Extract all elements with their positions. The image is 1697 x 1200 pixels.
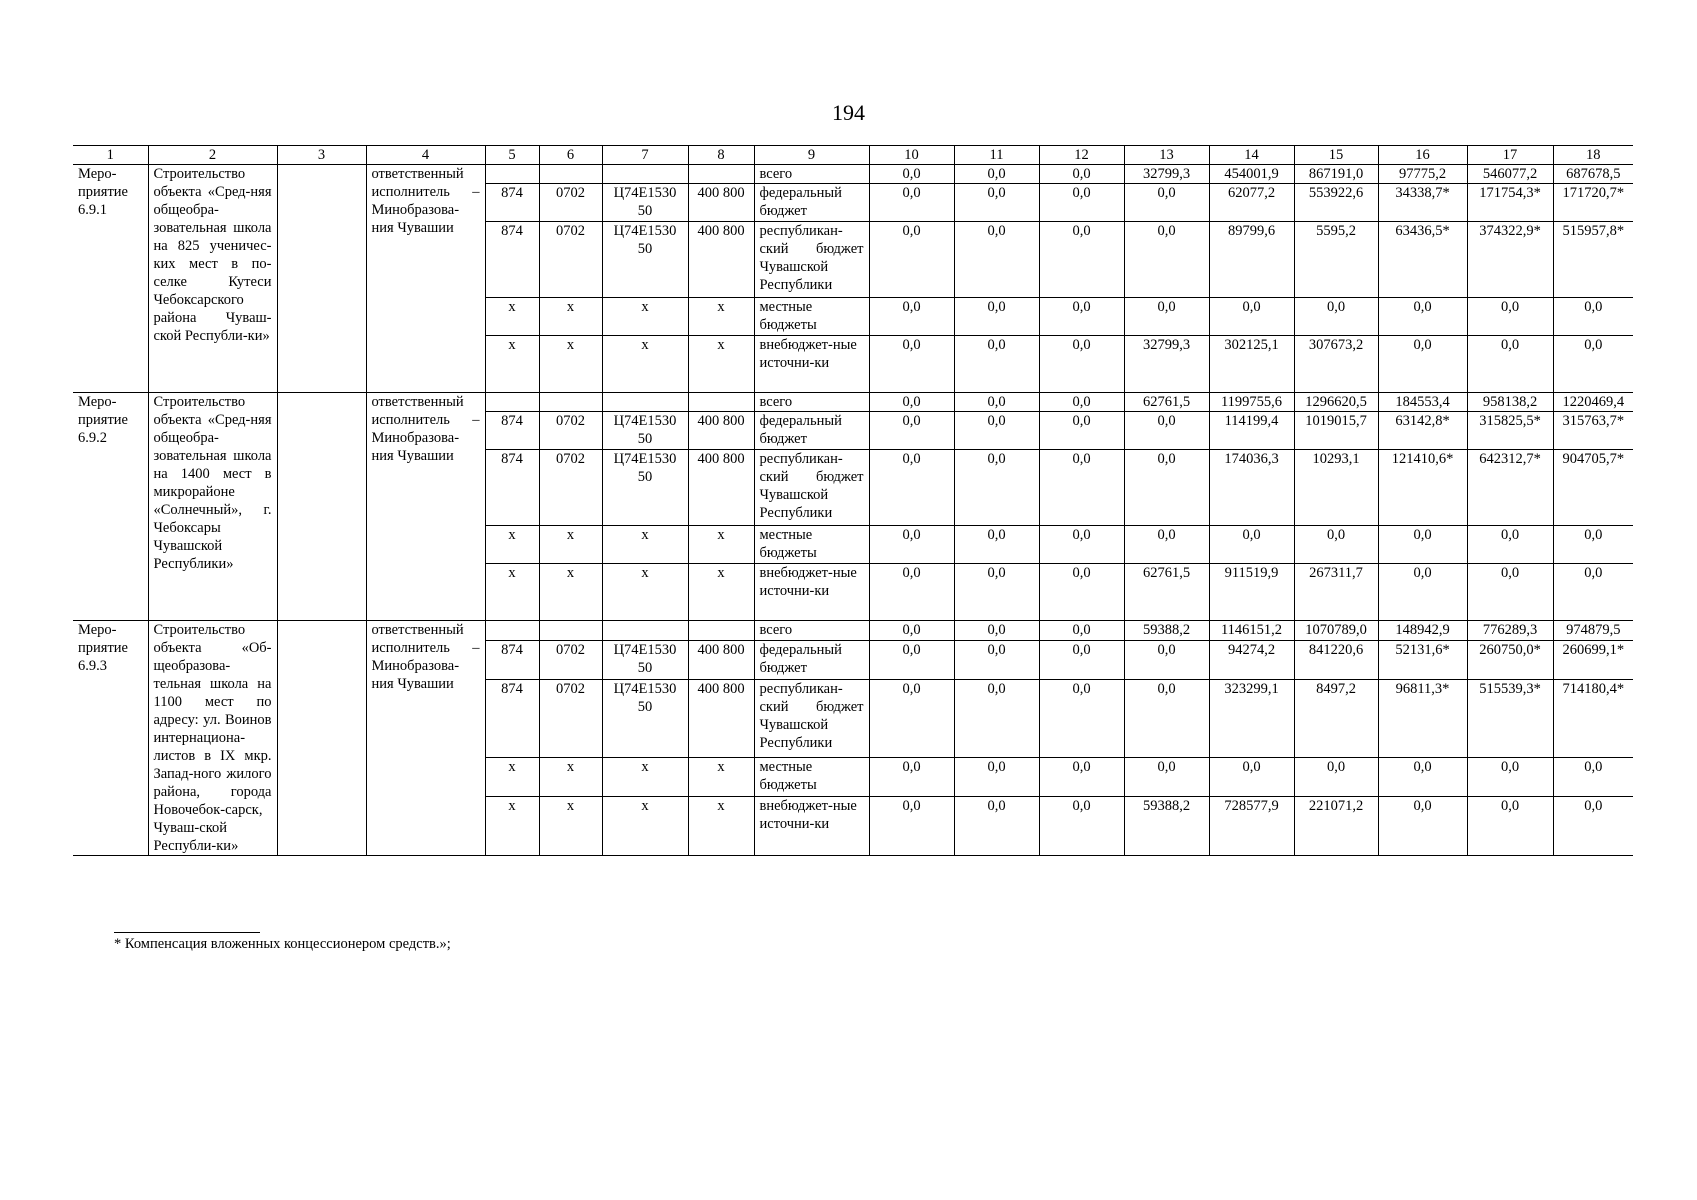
target-article: Ц74Е1530 50 [602,184,688,222]
object-name: Строительство объекта «Об-щеобразова-тельная школа на 1100 мест по адресу: ул. Воинов интернациона-листов в IX мкр. Запад-ного жилого района, города Новочебок-сарск, Чуваш-ской Республи-ки» [148,621,277,856]
target-article: Ц74Е1530 50 [602,679,688,757]
value-cell: 776289,3 [1467,621,1553,641]
expense-type: 400 800 [688,679,754,757]
funding-source: республикан-ский бюджет Чувашской Республики [754,450,869,526]
ministry-code [485,165,539,184]
value-cell: 260750,0* [1467,640,1553,679]
value-cell: 1199755,6 [1209,393,1294,412]
value-cell: 171720,7* [1553,184,1633,222]
value-cell: 515539,3* [1467,679,1553,757]
value-cell: 728577,9 [1209,797,1294,856]
section-code: x [539,564,602,621]
expense-type: 400 800 [688,450,754,526]
target-article [602,621,688,641]
event-number: Меро-приятие 6.9.1 [73,165,148,393]
header-cell: 5 [485,146,539,165]
value-cell: 0,0 [1378,758,1467,797]
value-cell: 0,0 [869,797,954,856]
value-cell: 0,0 [1124,184,1209,222]
table-row [73,393,1633,412]
funding-source: всего [754,621,869,641]
section-code [539,621,602,641]
header-cell: 4 [366,146,485,165]
value-cell: 0,0 [954,222,1039,298]
column-3-cell [277,393,366,621]
value-cell: 904705,7* [1553,450,1633,526]
value-cell: 0,0 [954,336,1039,393]
ministry-code: 874 [485,640,539,679]
value-cell: 714180,4* [1553,679,1633,757]
value-cell: 1070789,0 [1294,621,1378,641]
value-cell: 0,0 [1124,450,1209,526]
value-cell: 0,0 [1467,336,1553,393]
value-cell: 63142,8* [1378,412,1467,450]
ministry-code: x [485,564,539,621]
header-cell: 7 [602,146,688,165]
ministry-code [485,621,539,641]
header-cell: 1 [73,146,148,165]
value-cell: 374322,9* [1467,222,1553,298]
header-cell: 15 [1294,146,1378,165]
value-cell: 0,0 [1378,298,1467,336]
value-cell: 0,0 [1553,526,1633,564]
value-cell: 0,0 [869,222,954,298]
value-cell: 687678,5 [1553,165,1633,184]
value-cell: 0,0 [1124,526,1209,564]
value-cell: 0,0 [954,621,1039,641]
column-3-cell [277,165,366,393]
value-cell: 0,0 [1039,184,1124,222]
section-code: 0702 [539,640,602,679]
value-cell: 0,0 [869,450,954,526]
target-article: x [602,336,688,393]
section-code: x [539,758,602,797]
value-cell: 0,0 [1553,336,1633,393]
value-cell: 0,0 [1209,526,1294,564]
header-cell: 18 [1553,146,1633,165]
value-cell: 553922,6 [1294,184,1378,222]
value-cell: 0,0 [1124,640,1209,679]
value-cell: 0,0 [869,526,954,564]
header-cell: 13 [1124,146,1209,165]
value-cell: 0,0 [869,165,954,184]
value-cell: 8497,2 [1294,679,1378,757]
funding-source: внебюджет-ные источни-ки [754,336,869,393]
footnote-rule [114,932,260,933]
section-code: x [539,526,602,564]
value-cell: 0,0 [869,679,954,757]
value-cell: 0,0 [1039,298,1124,336]
header-cell: 8 [688,146,754,165]
section-code: 0702 [539,679,602,757]
value-cell: 0,0 [1378,797,1467,856]
value-cell: 0,0 [1039,412,1124,450]
target-article: Ц74Е1530 50 [602,222,688,298]
expense-type: x [688,797,754,856]
header-cell: 3 [277,146,366,165]
value-cell: 94274,2 [1209,640,1294,679]
value-cell: 958138,2 [1467,393,1553,412]
value-cell: 0,0 [1039,640,1124,679]
value-cell: 0,0 [869,393,954,412]
budget-table [73,145,1633,856]
value-cell: 0,0 [869,758,954,797]
value-cell: 974879,5 [1553,621,1633,641]
funding-source: федеральный бюджет [754,640,869,679]
value-cell: 0,0 [1039,758,1124,797]
value-cell: 0,0 [954,393,1039,412]
target-article: x [602,797,688,856]
value-cell: 0,0 [1294,758,1378,797]
value-cell: 0,0 [954,640,1039,679]
value-cell: 0,0 [1553,797,1633,856]
ministry-code: 874 [485,184,539,222]
value-cell: 315825,5* [1467,412,1553,450]
target-article: x [602,298,688,336]
value-cell: 0,0 [954,450,1039,526]
value-cell: 323299,1 [1209,679,1294,757]
value-cell: 34338,7* [1378,184,1467,222]
funding-source: местные бюджеты [754,298,869,336]
expense-type: 400 800 [688,222,754,298]
value-cell: 0,0 [1467,526,1553,564]
ministry-code: x [485,797,539,856]
value-cell: 59388,2 [1124,621,1209,641]
expense-type: x [688,336,754,393]
ministry-code: x [485,758,539,797]
object-name: Строительство объекта «Сред-няя общеобра-зовательная школа на 1400 мест в микрорайоне «Солнечный», г. Чебоксары Чувашской Республики» [148,393,277,621]
value-cell: 0,0 [1294,526,1378,564]
section-code: x [539,298,602,336]
value-cell: 867191,0 [1294,165,1378,184]
funding-source: республикан-ский бюджет Чувашской Республики [754,222,869,298]
value-cell: 0,0 [954,298,1039,336]
value-cell: 63436,5* [1378,222,1467,298]
value-cell: 302125,1 [1209,336,1294,393]
section-code [539,165,602,184]
value-cell: 89799,6 [1209,222,1294,298]
target-article: x [602,564,688,621]
ministry-code: 874 [485,679,539,757]
ministry-code: x [485,336,539,393]
ministry-code: x [485,298,539,336]
ministry-code: 874 [485,412,539,450]
value-cell: 96811,3* [1378,679,1467,757]
funding-source: местные бюджеты [754,526,869,564]
value-cell: 0,0 [1039,336,1124,393]
section-code [539,393,602,412]
value-cell: 0,0 [1124,679,1209,757]
value-cell: 32799,3 [1124,165,1209,184]
header-cell: 12 [1039,146,1124,165]
funding-source: внебюджет-ные источни-ки [754,797,869,856]
footnote: * Компенсация вложенных концессионером средств.»; [114,936,451,952]
value-cell: 0,0 [869,336,954,393]
value-cell: 0,0 [869,621,954,641]
value-cell: 0,0 [1467,564,1553,621]
value-cell: 911519,9 [1209,564,1294,621]
value-cell: 0,0 [1378,336,1467,393]
ministry-code: 874 [485,450,539,526]
executor: ответственный исполнитель – Минобразова-ния Чувашии [366,621,485,856]
value-cell: 0,0 [1553,564,1633,621]
value-cell: 97775,2 [1378,165,1467,184]
value-cell: 0,0 [1039,621,1124,641]
value-cell: 1146151,2 [1209,621,1294,641]
funding-source: федеральный бюджет [754,184,869,222]
value-cell: 0,0 [954,184,1039,222]
value-cell: 0,0 [1124,758,1209,797]
header-cell: 11 [954,146,1039,165]
ministry-code: x [485,526,539,564]
column-3-cell [277,621,366,856]
expense-type: x [688,564,754,621]
value-cell: 1296620,5 [1294,393,1378,412]
target-article [602,165,688,184]
value-cell: 546077,2 [1467,165,1553,184]
target-article [602,393,688,412]
value-cell: 260699,1* [1553,640,1633,679]
value-cell: 174036,3 [1209,450,1294,526]
value-cell: 642312,7* [1467,450,1553,526]
section-code: x [539,797,602,856]
header-cell: 17 [1467,146,1553,165]
value-cell: 184553,4 [1378,393,1467,412]
expense-type [688,621,754,641]
value-cell: 0,0 [1378,564,1467,621]
value-cell: 0,0 [1039,679,1124,757]
value-cell: 0,0 [869,564,954,621]
header-cell: 10 [869,146,954,165]
funding-source: всего [754,165,869,184]
expense-type: 400 800 [688,412,754,450]
value-cell: 0,0 [954,679,1039,757]
value-cell: 0,0 [1553,298,1633,336]
value-cell: 0,0 [954,758,1039,797]
value-cell: 454001,9 [1209,165,1294,184]
value-cell: 221071,2 [1294,797,1378,856]
section-code: x [539,336,602,393]
value-cell: 0,0 [954,797,1039,856]
value-cell: 0,0 [1294,298,1378,336]
section-code: 0702 [539,450,602,526]
value-cell: 315763,7* [1553,412,1633,450]
value-cell: 148942,9 [1378,621,1467,641]
ministry-code: 874 [485,222,539,298]
value-cell: 0,0 [1209,758,1294,797]
value-cell: 0,0 [1039,797,1124,856]
section-code: 0702 [539,184,602,222]
value-cell: 267311,7 [1294,564,1378,621]
expense-type: x [688,526,754,564]
header-row [73,146,1633,165]
header-cell: 14 [1209,146,1294,165]
value-cell: 0,0 [1467,758,1553,797]
expense-type: 400 800 [688,184,754,222]
value-cell: 1220469,4 [1553,393,1633,412]
value-cell: 0,0 [1039,222,1124,298]
value-cell: 1019015,7 [1294,412,1378,450]
value-cell: 0,0 [1039,526,1124,564]
executor: ответственный исполнитель – Минобразова-ния Чувашии [366,393,485,621]
value-cell: 307673,2 [1294,336,1378,393]
value-cell: 0,0 [1039,564,1124,621]
value-cell: 32799,3 [1124,336,1209,393]
value-cell: 0,0 [954,526,1039,564]
value-cell: 0,0 [1378,526,1467,564]
value-cell: 171754,3* [1467,184,1553,222]
value-cell: 0,0 [1124,412,1209,450]
table-row [73,621,1633,641]
event-number: Меро-приятие 6.9.2 [73,393,148,621]
value-cell: 0,0 [1209,298,1294,336]
value-cell: 0,0 [1467,797,1553,856]
expense-type [688,393,754,412]
value-cell: 114199,4 [1209,412,1294,450]
target-article: Ц74Е1530 50 [602,450,688,526]
value-cell: 0,0 [954,165,1039,184]
funding-source: всего [754,393,869,412]
value-cell: 10293,1 [1294,450,1378,526]
value-cell: 0,0 [954,412,1039,450]
header-cell: 2 [148,146,277,165]
target-article: x [602,758,688,797]
value-cell: 0,0 [954,564,1039,621]
ministry-code [485,393,539,412]
value-cell: 121410,6* [1378,450,1467,526]
table-row [73,165,1633,184]
value-cell: 59388,2 [1124,797,1209,856]
value-cell: 0,0 [1124,298,1209,336]
target-article: Ц74Е1530 50 [602,412,688,450]
funding-source: федеральный бюджет [754,412,869,450]
header-cell: 16 [1378,146,1467,165]
section-code: 0702 [539,412,602,450]
event-number: Меро-приятие 6.9.3 [73,621,148,856]
expense-type: 400 800 [688,640,754,679]
header-cell: 9 [754,146,869,165]
executor: ответственный исполнитель – Минобразова-ния Чувашии [366,165,485,393]
value-cell: 0,0 [1553,758,1633,797]
section-code: 0702 [539,222,602,298]
expense-type: x [688,758,754,797]
value-cell: 841220,6 [1294,640,1378,679]
value-cell: 0,0 [1124,222,1209,298]
value-cell: 515957,8* [1553,222,1633,298]
object-name: Строительство объекта «Сред-няя общеобра-зовательная школа на 825 ученичес-ких мест в по-селке Кутеси Чебоксарского района Чуваш-ской Республи-ки» [148,165,277,393]
target-article: x [602,526,688,564]
page-number: 194 [832,100,865,125]
expense-type [688,165,754,184]
funding-source: республикан-ский бюджет Чувашской Республики [754,679,869,757]
value-cell: 62077,2 [1209,184,1294,222]
value-cell: 52131,6* [1378,640,1467,679]
value-cell: 62761,5 [1124,564,1209,621]
value-cell: 0,0 [1467,298,1553,336]
value-cell: 0,0 [1039,393,1124,412]
value-cell: 0,0 [1039,450,1124,526]
value-cell: 62761,5 [1124,393,1209,412]
header-cell: 6 [539,146,602,165]
funding-source: местные бюджеты [754,758,869,797]
value-cell: 5595,2 [1294,222,1378,298]
funding-source: внебюджет-ные источни-ки [754,564,869,621]
value-cell: 0,0 [869,184,954,222]
expense-type: x [688,298,754,336]
value-cell: 0,0 [869,640,954,679]
value-cell: 0,0 [869,412,954,450]
value-cell: 0,0 [1039,165,1124,184]
target-article: Ц74Е1530 50 [602,640,688,679]
value-cell: 0,0 [869,298,954,336]
